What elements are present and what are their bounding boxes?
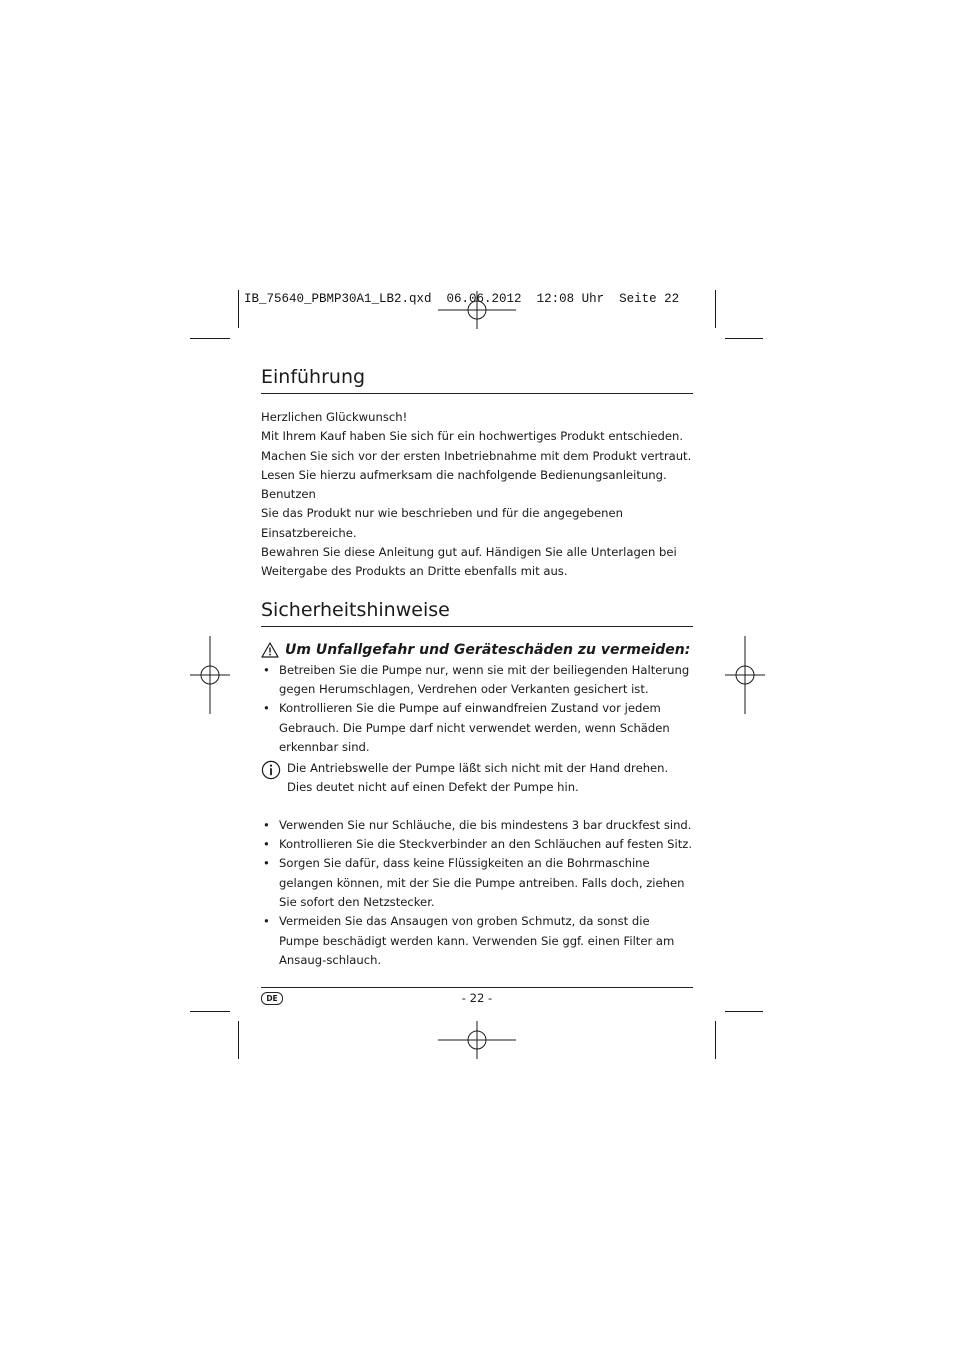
crop-mark [190,1011,230,1012]
info-note-line: Die Antriebswelle der Pumpe läßt sich nicht mit der Hand drehen. [287,761,669,776]
info-circle-icon [261,760,281,780]
intro-line: Machen Sie sich vor der ersten Inbetriebnahme mit dem Produkt vertraut. [261,448,692,463]
warning-heading-text: Um Unfallgefahr und Geräteschäden zu vermeiden: [285,641,691,658]
crop-mark [715,1021,716,1059]
intro-line: Weitergabe des Produkts an Dritte ebenfalls mit aus. [261,564,568,579]
slug-date: 06.06.2012 [446,292,522,306]
page-footer [261,987,693,1010]
intro-text [261,408,693,582]
crop-mark [238,290,239,328]
intro-line: Sie das Produkt nur wie beschrieben und für die angegebenen Einsatzbereiche. [261,506,623,540]
crop-mark [715,290,716,328]
slug-file: IB_75640_PBMP30A1_LB2.qxd [244,292,432,306]
intro-line: Lesen Sie hierzu aufmerksam die nachfolgende Bedienungsanleitung. Benutzen [261,467,667,502]
intro-line: Herzlichen Glückwunsch! [261,410,408,424]
page-content [261,362,693,970]
language-badge: DE [261,992,283,1005]
list-item: • Verwenden Sie nur Schläuche, die bis mindestens 3 bar druckfest sind. [261,816,693,835]
list-item: • Betreiben Sie die Pumpe nur, wenn sie mit der beiliegenden Halterung gegen Herumschlagen, Verdrehen oder Verkanten gesichert ist. [261,661,693,700]
crop-mark [238,1021,239,1059]
slug-page: Seite 22 [619,292,680,306]
list-item: • Kontrollieren Sie die Steckverbinder an den Schläuchen auf festen Sitz. [261,835,693,854]
registration-mark-icon [438,1021,516,1059]
page-number: - 22 - [461,991,493,1005]
list-item: • Sorgen Sie dafür, dass keine Flüssigkeiten an die Bohrmaschine gelangen können, mit der Sie die Pumpe antreiben. Falls doch, ziehen Sie sofort den Netzstecker. [261,854,693,912]
safety-heading: Sicherheitshinweise [261,595,693,627]
intro-line: Mit Ihrem Kauf haben Sie sich für ein hochwertiges Produkt entschieden. [261,429,684,444]
slug-time: 12:08 Uhr [536,292,605,306]
warning-triangle-icon [261,642,279,658]
safety-list-b [261,816,693,970]
info-note-line: Dies deutet nicht auf einen Defekt der Pumpe hin. [287,780,579,795]
registration-mark-icon [725,636,765,714]
warning-heading [261,639,693,661]
crop-mark [725,1011,763,1012]
registration-mark-icon [190,636,230,714]
crop-mark [190,338,230,339]
list-item: • Vermeiden Sie das Ansaugen von groben Schmutz, da sonst die Pumpe beschädigt werden kann. Verwenden Sie ggf. einen Filter am Ansaug-schlauch. [261,912,693,970]
info-note [261,759,693,798]
registration-mark-icon [438,291,516,329]
intro-heading: Einführung [261,362,693,394]
list-item: • Kontrollieren Sie die Pumpe auf einwandfreien Zustand vor jedem Gebrauch. Die Pumpe darf nicht verwendet werden, wenn Schäden erkennbar sind. [261,699,693,757]
intro-line: Bewahren Sie diese Anleitung gut auf. Händigen Sie alle Unterlagen bei [261,545,677,560]
safety-list-a [261,661,693,757]
crop-mark [725,338,763,339]
